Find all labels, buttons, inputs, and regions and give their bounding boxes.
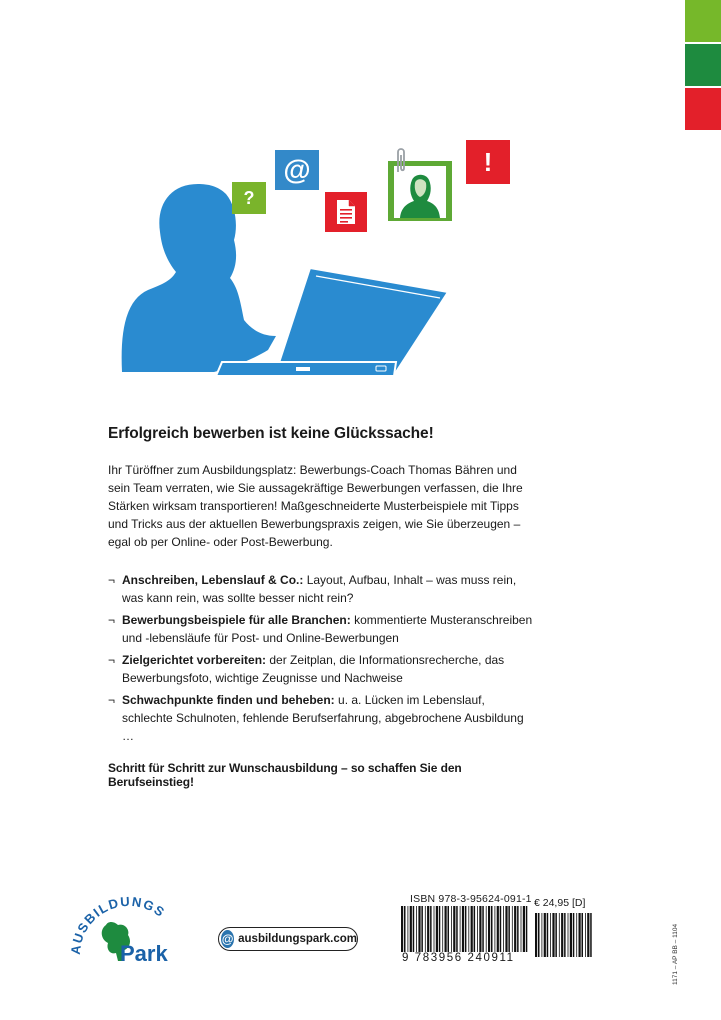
at-badge-icon: @ <box>221 932 234 946</box>
intro-paragraph: Ihr Türöffner zum Ausbildungsplatz: Bewerbungs-Coach Thomas Bähren und sein Team verraten, wie Sie aussagekräftige Bewerbungen verfassen, die Ihre Stärken wirksam transportieren! Maßgeschneiderte Musterbeispiele mit Tipps und Tricks aus der aktuellen Bewerbungspraxis zeigen, wie Sie überzeugen – egal ob per Online- oder Post-Bewerbung. <box>108 463 523 549</box>
list-item-title: Bewerbungsbeispiele für alle Branchen: <box>122 613 351 627</box>
list-item-text: der Zeitplan, die Informationsrecherche, das Bewerbungsfoto, wichtige Zeugnisse und Nachweise <box>122 653 505 685</box>
question-icon: ? <box>232 182 266 214</box>
print-code: 1171 – AP BB – 1104 <box>672 923 679 985</box>
feature-list <box>108 571 533 745</box>
document-icon <box>325 192 367 232</box>
list-item <box>108 651 533 687</box>
list-item <box>108 691 533 745</box>
svg-text:AUSBILDUNGS: USBILDUNGS <box>70 893 169 946</box>
list-item-text: Layout, Aufbau, Inhalt – was muss rein, was kann rein, was sollte besser nicht rein? <box>122 573 517 605</box>
isbn-barcode <box>400 906 530 952</box>
document-glyph <box>336 199 356 225</box>
paperclip-icon <box>394 146 408 176</box>
price-label: € 24,95 [D] <box>534 897 586 909</box>
ausbildungspark-logo <box>70 885 185 970</box>
back-cover-text <box>108 425 533 801</box>
bullet-mark: ¬ <box>108 693 116 707</box>
list-item-title: Zielgerichtet vorbereiten: <box>122 653 267 667</box>
list-item <box>108 571 533 607</box>
price-barcode <box>534 913 594 957</box>
list-item-title: Anschreiben, Lebenslauf & Co.: <box>122 573 304 587</box>
list-item <box>108 611 533 647</box>
bullet-mark: ¬ <box>108 653 116 667</box>
exclamation-icon: ! <box>466 140 510 184</box>
headline: Erfolgreich bewerben ist keine Glückssache! <box>108 425 434 442</box>
list-item-text: u. a. Lücken im Lebenslauf, schlechte Schulnoten, fehlende Berufserfahrung, abgebrochene Ausbildung … <box>122 693 524 743</box>
website-url: ausbildungspark.com <box>238 933 357 945</box>
list-item-text: kommentierte Musteranschreiben und -lebensläufe für Post- und Online-Bewerbungen <box>122 613 533 645</box>
at-icon: @ <box>275 150 319 190</box>
website-link[interactable] <box>218 927 358 951</box>
bullet-mark: ¬ <box>108 613 116 627</box>
isbn-text: ISBN 978-3-95624-091-1 <box>410 893 532 905</box>
list-item-title: Schwachpunkte finden und beheben: <box>122 693 335 707</box>
logo-graphic <box>70 885 185 970</box>
svg-text:Park: Park <box>120 941 168 966</box>
closing-line: Schritt für Schritt zur Wunschausbildung – so schaffen Sie den Berufseinstieg! <box>108 761 462 789</box>
barcode-digits: 9 783956 240911 <box>402 952 515 964</box>
bullet-mark: ¬ <box>108 573 116 587</box>
